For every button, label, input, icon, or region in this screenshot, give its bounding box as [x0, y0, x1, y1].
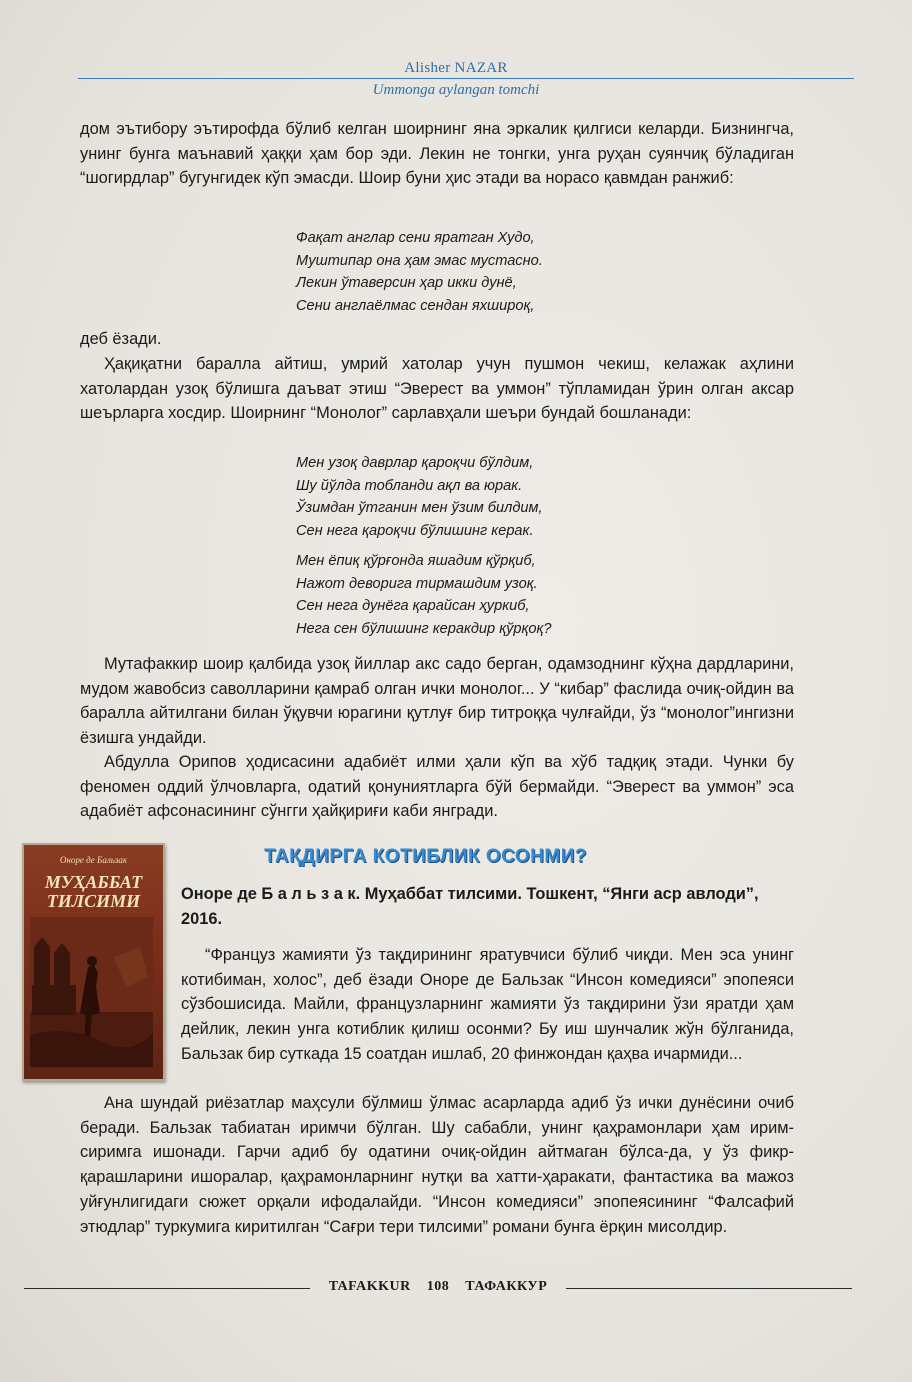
footer-left-title: TAFAKKUR: [328, 1279, 411, 1294]
paragraph-1: дом эътибору эътирофда бўлиб келган шоирнинг яна эркалик қилгиси келарди. Бизнингча, унинг бунга маънавий ҳаққи ҳам бор эди. Лекин не тонгки, унга руҳан суянчиқ бўладиган “шогирдлар” бугунгидек кўп эмасди. Шоир буни ҳис этади ва норасо қавмдан ранжиб:: [80, 120, 794, 188]
section-heading: ТАҚДИРГА КОТИБЛИК ОСОНМИ?: [264, 846, 587, 867]
verse-line: Мен ёпиқ қўрғонда яшадим қўрқиб,: [296, 553, 536, 569]
paragraph-3: Ҳақиқатни баралла айтиш, умрий хатолар учун пушмон чекиш, келажак аҳлини хатолардан узоқ бўлишга даъват этиш “Эверест ва уммон” тўпламидан ўрин олган аксар шеърларга хосдир. Шоирнинг “Монолог” сарлавҳали шеъри бундай бошланади:: [80, 355, 794, 423]
running-header-author: Alisher NAZAR: [404, 60, 508, 76]
book-cover-author: Оноре де Бальзак: [59, 855, 128, 865]
book-cover-title-line: МУҲАББАТ: [44, 872, 143, 892]
verse-line: Шу йўлда тобланди ақл ва юрак.: [296, 477, 523, 494]
verse-line: Сени англаёлмас сендан яхшироқ,: [296, 297, 535, 314]
verse-line: Ўзимдан ўтганин мен ўзим билдим,: [296, 500, 543, 516]
verse-line: Лекин ўтаверсин ҳар икки дунё,: [296, 275, 517, 291]
verse-line: Сен нега қароқчи бўлишинг керак.: [296, 522, 534, 539]
book-cover-illustration: [30, 917, 153, 1067]
paragraph-6: “Француз жамияти ўз тақдирининг яратувчиси бўлиб чиқди. Мен эса унинг котибиман, холос”, деб ёзади Оноре де Бальзак “Инсон комедияси” эпопеяси сўзбошисида. Майли, французларнинг жамияти ўз тақдирини ўзи яратди ҳам дейлик, лекин унга котиблик қилиш осонми? Бу иш шунчалик жўн бўлганида, Бальзак бир суткада 15 соатдан ишлаб, 20 финжондан қаҳва ичармиди...: [181, 946, 794, 1063]
running-header-title: Ummonga aylangan tomchi: [372, 82, 540, 98]
book-cover-image: [22, 843, 165, 1081]
paragraph-2: деб ёзади.: [80, 330, 162, 348]
verse-line: Сен нега дунёга қарайсан ҳуркиб,: [296, 598, 530, 614]
verse-line: Нега сен бўлишинг керакдир қўрқоқ?: [296, 620, 552, 637]
verse-line: Мен узоқ даврлар қароқчи бўлдим,: [296, 455, 534, 471]
header-rule: [78, 78, 854, 79]
bibliography-reference: Оноре де Б а л ь з а к. Муҳаббат тилсими. Тошкент, “Янги аср авлоди”, 2016.: [181, 885, 759, 928]
verse-stanza-2: [296, 452, 716, 542]
page-number: 108: [426, 1279, 450, 1294]
footer-rule-left: [24, 1288, 310, 1289]
footer-right-title: ТАФАККУР: [465, 1279, 548, 1294]
book-cover-title: [24, 873, 163, 911]
verse-stanza-1: [296, 227, 716, 317]
verse-line: Нажот деворига тирмашдим узоқ.: [296, 575, 538, 592]
paragraph-7: Ана шундай риёзатлар маҳсули бўлмиш ўлмас асарларда адиб ўз ички дунёсини очиб беради. Бальзак табиатан иримчи бўлган. Шу сабабли, унинг қаҳрамонлари ҳам ирим-сиримга ишонади. Гарчи адиб бу одатини очиқ-ойдин айтмаган бўлса-да, у ўз фикр-қарашларини ишоралар, қаҳрамонларнинг нутқи ва хатти-ҳаракати, фантастика ва мажоз уйғунлигидаги сюжет орқали ифодалайди. “Инсон комедияси” эпопеясининг “Фалсафий этюдлар” туркумига киритилган “Сағри тери тилсими” романи бунга ёрқин мисолдир.: [80, 1094, 794, 1236]
verse-line: Муштипар она ҳам эмас мустасно.: [296, 252, 543, 269]
verse-stanza-3: [296, 550, 716, 640]
verse-line: Фақат англар сени яратган Худо,: [296, 230, 535, 246]
paragraph-5: Абдулла Орипов ҳодисасини адабиёт илми ҳали кўп ва хўб тадқиқ этади. Чунки бу феномен оддий ўлчовларга, одатий қонуниятларга бўй бермайди. “Эверест ва уммон” эса адабиёт афсонасининг сўнгги ҳайқириғи каби янгради.: [80, 753, 794, 821]
footer-rule-right: [566, 1288, 852, 1289]
book-cover-title-line: ТИЛСИМИ: [46, 891, 141, 911]
running-footer: [310, 1279, 566, 1295]
paragraph-4: Мутафаккир шоир қалбида узоқ йиллар акс садо берган, одамзоднинг кўҳна дардларини, мудом жавобсиз саволларини қамраб олган ички монолог... У “кибар” фаслида очиқ-ойдин ва баралла айтилгани билан ўқувчи юрагини қутлуғ бир титроққа чулғайди, ўз “монолог”ингизни ёзишга ундайди.: [80, 655, 794, 748]
